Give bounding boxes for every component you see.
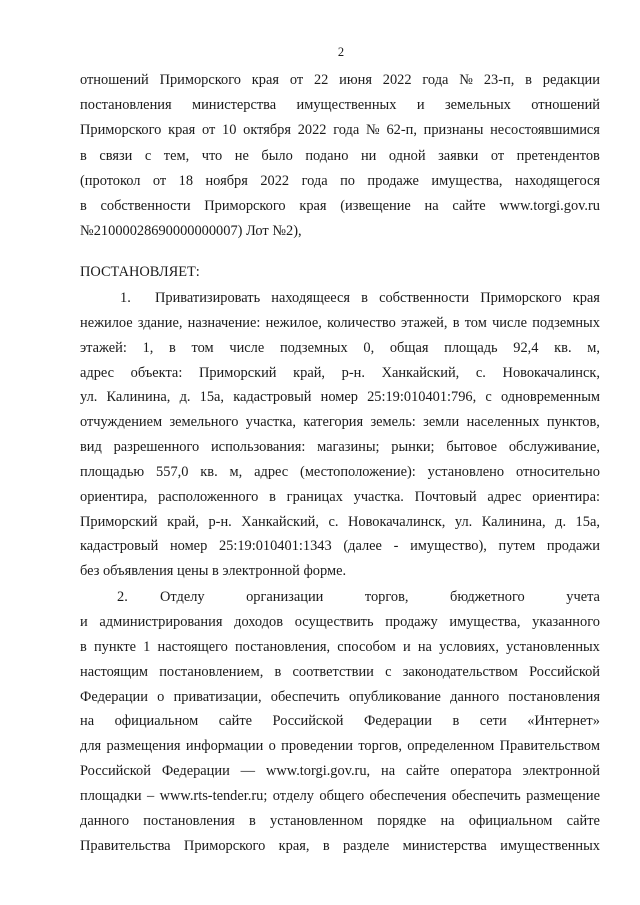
word: обеспечения: [369, 788, 447, 805]
text-line: [80, 685, 600, 710]
word: адрес: [80, 364, 115, 381]
word: осуществить: [294, 613, 374, 630]
word: том: [464, 314, 487, 331]
word: Приморского: [183, 837, 266, 854]
word: в: [80, 147, 87, 164]
word: года: [301, 172, 328, 189]
word: 557,0: [156, 463, 189, 480]
word: с.: [475, 364, 486, 381]
text-line: [80, 435, 600, 460]
word: края: [572, 290, 600, 306]
word: о: [157, 688, 165, 705]
word: ноября: [205, 172, 248, 189]
text-line: [80, 460, 600, 485]
word: находящееся: [271, 290, 350, 306]
word: д.: [555, 513, 567, 530]
word: постановления,: [234, 638, 331, 655]
clause-2: [80, 585, 600, 859]
word: Приморский: [198, 364, 277, 381]
word: площадки: [80, 788, 142, 805]
word: –: [146, 788, 155, 805]
word: отношений: [80, 72, 149, 88]
word: Ханкайский,: [241, 513, 319, 530]
word: для: [80, 738, 102, 755]
word: в: [269, 488, 276, 505]
word: сайте: [218, 713, 253, 730]
word: края: [168, 122, 196, 139]
text-line: [80, 709, 600, 734]
word: край,: [167, 513, 199, 530]
word: сети: [479, 713, 507, 730]
text-line: [80, 385, 600, 410]
word: от: [152, 172, 167, 189]
word: находящегося: [514, 172, 600, 189]
word: что: [201, 147, 223, 164]
word: земли: [423, 414, 460, 431]
word: расположенного: [158, 488, 259, 505]
word: 2022: [297, 122, 327, 139]
word: кв.: [554, 339, 572, 356]
word: №: [365, 122, 380, 139]
word: проведении: [281, 738, 353, 755]
word: в: [169, 339, 176, 356]
word: законодательством: [402, 663, 518, 680]
word: министерства: [402, 837, 487, 854]
clause-number: 2.: [117, 589, 128, 605]
word: с: [144, 147, 152, 164]
word: от: [202, 122, 216, 139]
word: №: [459, 72, 473, 88]
text-line: [80, 610, 600, 635]
word: в: [525, 72, 532, 88]
resolution-heading-block: [80, 260, 600, 285]
word: торгов,: [364, 589, 409, 605]
word: размещение: [526, 788, 600, 805]
word: обеспечить: [451, 788, 521, 805]
word: в: [80, 638, 87, 655]
word: Приморского: [480, 290, 562, 306]
word: было: [261, 147, 293, 164]
word: министерства: [192, 97, 277, 114]
word: края: [299, 197, 327, 214]
word: организации: [246, 589, 324, 605]
word: адрес: [487, 488, 522, 505]
word: признаны: [423, 122, 484, 139]
word: земельных: [444, 97, 511, 114]
word: номер: [169, 538, 208, 555]
word: условиях,: [439, 638, 499, 655]
word: бытовое: [446, 439, 498, 456]
text-line: [80, 635, 600, 660]
word: 62-п,: [386, 122, 417, 139]
word: общая: [389, 339, 429, 356]
word: 1,: [142, 339, 154, 356]
word: на: [417, 638, 432, 655]
word: подземных: [279, 339, 348, 356]
clause-first-line: [80, 286, 600, 311]
word: количество: [327, 314, 396, 331]
word: Почтовый: [414, 488, 477, 505]
word: д.: [179, 389, 191, 406]
word: в: [274, 663, 282, 680]
word: 22: [313, 72, 329, 88]
text-line: [80, 361, 600, 386]
word: на: [440, 813, 455, 830]
word: продажи: [546, 538, 600, 555]
word: торгов,: [358, 738, 402, 755]
word: 92,4: [513, 339, 539, 356]
text-line: [80, 68, 600, 93]
word: года: [333, 122, 360, 139]
word: и: [403, 638, 411, 655]
word: 18: [178, 172, 194, 189]
word: Правительством: [499, 738, 600, 755]
word: оператора: [450, 763, 512, 780]
word: Новокачалинск,: [502, 364, 600, 381]
text-line: без объявления цены в электронной форме.: [80, 563, 347, 580]
word: в: [80, 197, 87, 214]
word: в: [249, 813, 256, 830]
word: имущество),: [410, 538, 487, 555]
word: опубликование: [348, 688, 441, 705]
word: отчуждением: [80, 414, 163, 431]
word: Новокачалинск,: [347, 513, 446, 530]
word: в: [452, 713, 460, 730]
word: нежилое,: [265, 314, 322, 331]
word: администрирования: [99, 613, 223, 630]
word: Федерации: [363, 713, 432, 730]
word: от: [490, 147, 505, 164]
word: путем: [498, 538, 536, 555]
word: «Интернет»: [527, 713, 600, 730]
text-line: [80, 118, 600, 143]
word: 2022: [382, 72, 412, 88]
word: нежилое: [80, 314, 133, 331]
word: ул.: [80, 389, 98, 406]
word: редакции: [542, 72, 600, 88]
word: числе: [229, 339, 265, 356]
word: 2022: [260, 172, 290, 189]
word: границах: [286, 488, 343, 505]
text-line: [80, 336, 600, 361]
word: июня: [339, 72, 372, 88]
word: одной: [388, 147, 426, 164]
text-line: [80, 169, 600, 194]
word: на: [381, 763, 396, 780]
word: размещения: [106, 738, 181, 755]
word: Отделу: [160, 589, 205, 605]
word: том: [191, 339, 214, 356]
word: числе: [492, 314, 527, 331]
word: сайте: [406, 763, 440, 780]
word: площадью: [80, 463, 145, 480]
word: общего: [319, 788, 365, 805]
word: способом: [337, 638, 396, 655]
text-line: [80, 311, 600, 336]
word: Приморский: [80, 513, 158, 530]
word: одновременным: [500, 389, 600, 406]
word: 23-п,: [483, 72, 515, 88]
text-line: [80, 93, 600, 118]
word: установлено: [427, 463, 505, 480]
word: Российской: [272, 713, 344, 730]
word: в: [322, 837, 330, 854]
clause-first-line: [80, 585, 600, 610]
word: бюджетного: [450, 589, 525, 605]
word: рынки;: [391, 439, 435, 456]
word: Российской: [80, 763, 151, 780]
word: участка.: [353, 488, 404, 505]
word: постановления: [508, 688, 600, 705]
word: Приморского: [80, 122, 162, 139]
word: разрешенного: [113, 439, 200, 456]
word: земельного: [169, 414, 239, 431]
word: разделе: [342, 837, 390, 854]
word: указанного: [532, 613, 600, 630]
word: пункте: [93, 638, 137, 655]
word: кадастровый: [80, 538, 159, 555]
text-line: [80, 144, 600, 169]
word: имущества,: [431, 172, 503, 189]
word: 10: [222, 122, 237, 139]
page-number: 2: [337, 45, 345, 59]
word: населенных: [466, 414, 540, 431]
word: имущества,: [449, 613, 521, 630]
word: (далее: [343, 538, 382, 555]
word: назначение:: [187, 314, 261, 331]
word: в: [452, 314, 460, 331]
word: края: [251, 72, 279, 88]
word: приватизации,: [173, 688, 262, 705]
word: Российской: [529, 663, 600, 680]
word: настоящим: [80, 663, 149, 680]
word: с.: [328, 513, 339, 530]
word: 25:19:010401:1343: [218, 538, 332, 555]
word: на: [80, 713, 95, 730]
word: участка,: [245, 414, 297, 431]
text-line: №21000028690000000007) Лот №2),: [80, 223, 302, 240]
text-line: [80, 410, 600, 435]
word: Приморского: [204, 197, 286, 214]
word: на: [424, 197, 439, 214]
word: ориентира:: [532, 488, 600, 505]
word: собственности: [100, 197, 191, 214]
word: www.torgi.gov.ru,: [265, 763, 371, 780]
word: вид: [80, 439, 102, 456]
word: имущественных: [500, 837, 600, 854]
word: (протокол: [80, 172, 141, 189]
text-line: [80, 784, 600, 809]
word: заявки: [438, 147, 479, 164]
word: -: [393, 538, 399, 555]
word: 0,: [363, 339, 375, 356]
word: площадь: [444, 339, 498, 356]
word: установленном: [270, 813, 363, 830]
word: кадастровый: [233, 389, 312, 406]
word: 15а,: [199, 389, 225, 406]
word: данного: [80, 813, 130, 830]
word: (извещение: [340, 197, 411, 214]
word: года: [422, 72, 449, 88]
word: данного: [450, 688, 500, 705]
word: пунктов,: [546, 414, 600, 431]
word: Калинина,: [481, 513, 546, 530]
word: сайте: [566, 813, 600, 830]
text-line: [80, 809, 600, 834]
word: www.torgi.gov.ru: [499, 197, 600, 214]
word: р-н.: [208, 513, 232, 530]
word: учета: [566, 589, 600, 605]
text-line: [155, 286, 600, 311]
word: определенном: [407, 738, 495, 755]
word: м,: [587, 339, 600, 356]
word: официальном: [468, 813, 553, 830]
word: от: [289, 72, 304, 88]
word: категория: [303, 414, 364, 431]
word: порядке: [377, 813, 427, 830]
word: р-н.: [341, 364, 365, 381]
clause-1: [80, 286, 600, 584]
word: постановления: [143, 813, 235, 830]
clause-number: 1.: [120, 290, 131, 306]
word: кв.: [200, 463, 218, 480]
word: номер: [320, 389, 358, 406]
word: объекта:: [130, 364, 183, 381]
word: (местоположение):: [300, 463, 416, 480]
word: по: [340, 172, 355, 189]
word: ул.: [454, 513, 473, 530]
word: здание,: [137, 314, 183, 331]
word: информации: [185, 738, 264, 755]
word: 1: [143, 638, 151, 655]
text-line: [80, 734, 600, 759]
word: ориентира,: [80, 488, 148, 505]
text-line: [160, 585, 600, 610]
word: отделу: [272, 788, 314, 805]
word: отношений: [531, 97, 600, 114]
word: этажей,: [401, 314, 448, 331]
word: магазины;: [317, 439, 380, 456]
word: продаже: [367, 172, 419, 189]
word: относительно: [515, 463, 600, 480]
text-line: [80, 834, 600, 859]
word: земель:: [370, 414, 416, 431]
word: обслуживание,: [508, 439, 600, 456]
word: в: [361, 290, 368, 306]
text-line: [80, 534, 600, 559]
word: подземных: [532, 314, 600, 331]
word: соответствии: [292, 663, 374, 680]
word: ни: [360, 147, 377, 164]
text-line: [80, 660, 600, 685]
word: октября: [243, 122, 291, 139]
word: электронной: [522, 763, 600, 780]
word: Приватизировать: [155, 290, 261, 306]
word: и: [80, 613, 88, 630]
word: Приморского: [159, 72, 241, 88]
word: края,: [278, 837, 310, 854]
word: связи: [99, 147, 133, 164]
word: собственности: [379, 290, 470, 306]
text-line: [80, 194, 600, 219]
word: официальном: [114, 713, 199, 730]
word: и: [416, 97, 425, 114]
word: подано: [305, 147, 349, 164]
word: несостоявшимися: [490, 122, 600, 139]
intro-paragraph: [80, 68, 600, 244]
word: Калинина,: [106, 389, 171, 406]
word: постановления: [80, 97, 172, 114]
word: м,: [229, 463, 243, 480]
text-line: [80, 510, 600, 535]
word: www.rts-tender.ru;: [159, 788, 268, 805]
resolution-heading: ПОСТАНОВЛЯЕТ:: [80, 264, 200, 280]
word: 25:19:010401:796,: [367, 389, 477, 406]
word: установленных: [506, 638, 600, 655]
word: обеспечить: [270, 688, 340, 705]
word: Федерации: [161, 763, 230, 780]
word: Ханкайский,: [381, 364, 460, 381]
word: этажей:: [80, 339, 127, 356]
word: с: [485, 389, 492, 406]
word: настоящего: [157, 638, 228, 655]
word: с: [385, 663, 392, 680]
word: Правительства: [80, 837, 171, 854]
word: сайте: [452, 197, 486, 214]
text-line: [80, 759, 600, 784]
word: тем,: [163, 147, 190, 164]
word: использования:: [210, 439, 306, 456]
word: не: [234, 147, 249, 164]
word: постановлением,: [159, 663, 264, 680]
word: продажу: [385, 613, 438, 630]
word: Федерации: [80, 688, 148, 705]
word: о: [268, 738, 276, 755]
word: адрес: [254, 463, 289, 480]
word: доходов: [234, 613, 284, 630]
word: —: [240, 763, 256, 780]
word: край,: [293, 364, 326, 381]
word: имущественных: [296, 97, 397, 114]
text-line: [80, 485, 600, 510]
word: претендентов: [516, 147, 600, 164]
word: 15а,: [575, 513, 600, 530]
